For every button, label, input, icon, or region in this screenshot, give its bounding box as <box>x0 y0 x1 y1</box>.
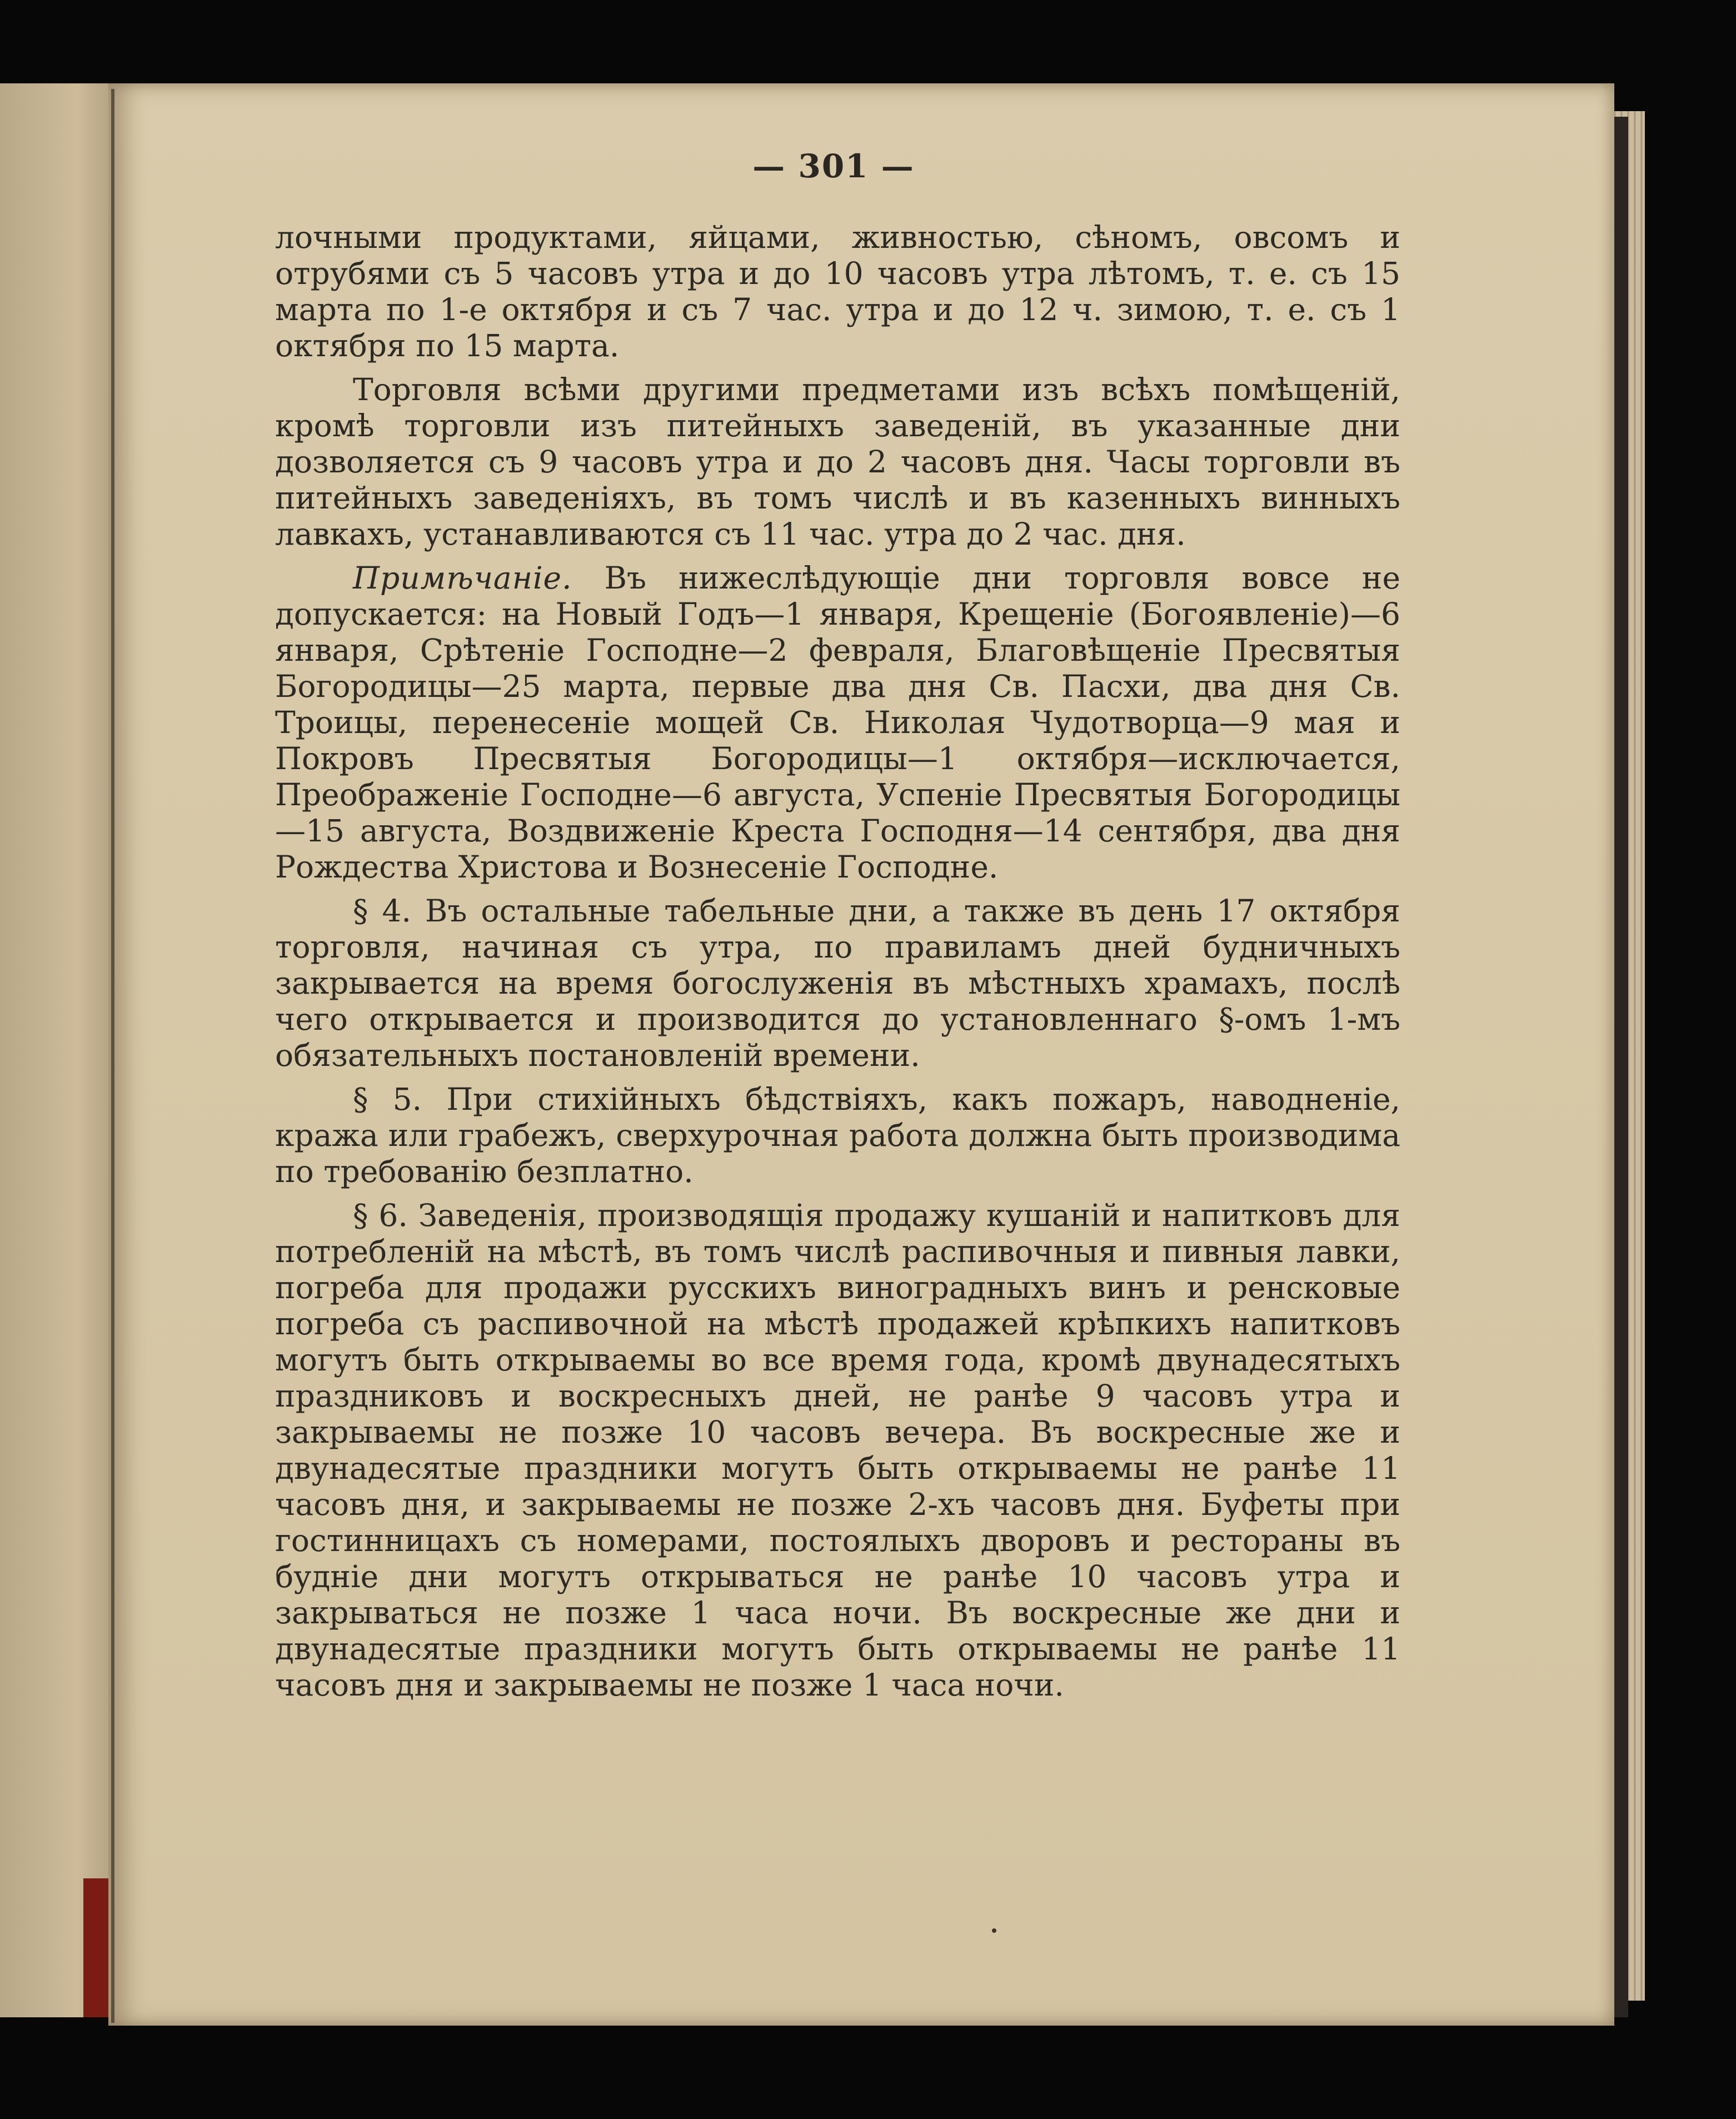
page-number: — 301 — <box>752 147 915 185</box>
book-cover-right <box>1614 117 1628 2017</box>
paragraph-note <box>275 560 1400 885</box>
note-label: Примѣчаніе. <box>353 560 572 596</box>
paragraph-section-5: § 5. При стихійныхъ бѣдствіяхъ, какъ пожаръ, наводненіе, кража или грабежъ, сверхурочная работа должна быть производима по требованію безплатно. <box>275 1081 1400 1189</box>
paper-speck <box>992 1928 996 1933</box>
paragraph-trade-hours: Торговля всѣми другими предметами изъ всѣхъ помѣщеній, кромѣ торговли изъ питейныхъ заведеній, въ указанные дни дозволяется съ 9 часовъ утра и до 2 часовъ дня. Часы торговли въ питейныхъ заведеніяхъ, въ томъ числѣ и въ казенныхъ винныхъ лавкахъ, устанавливаются съ 11 час. утра до 2 час. дня. <box>275 372 1400 552</box>
paragraph-section-6: § 6. Заведенія, производящія продажу кушаній и напитковъ для потребленій на мѣстѣ, въ томъ числѣ распивочныя и пивныя лавки, погреба для продажи русскихъ виноградныхъ винъ и ренсковые погреба съ распивочной на мѣстѣ продажей крѣпкихъ напитковъ могутъ быть открываемы во все время года, кромѣ двунадесятыхъ праздниковъ и воскресныхъ дней, не ранѣе 9 часовъ утра и закрываемы не позже 10 часовъ вечера. Въ воскресные же и двунадесятые праздники могутъ быть открываемы не ранѣе 11 часовъ дня, и закрываемы не позже 2-хъ часовъ дня. Буфеты при гостинницахъ съ номерами, постоялыхъ дворовъ и рестораны въ будніе дни могутъ открываться не ранѣе 10 часовъ утра и закрываться не позже 1 часа ночи. Въ воскресные же дни и двунадесятые праздники могутъ быть открываемы не ранѣе 11 часовъ дня и закрываемы не позже 1 часа ночи. <box>275 1198 1400 1703</box>
note-text: Въ нижеслѣдующіе дни торговля вовсе не допускается: на Новый Годъ—1 января, Крещеніе (Богоявленіе)—6 января, Срѣтеніе Господне—2 февраля, Благовѣщеніе Пресвятыя Богородицы—25 марта, первые два дня Св. Пасхи, два дня Св. Троицы, перенесеніе мощей Св. Николая Чудотворца—9 мая и Покровъ Пресвятыя Богородицы—1 октября—исключается, Преображеніе Господне—6 августа, Успеніе Пресвятыя Богородицы—15 августа, Воздвиженіе Креста Господня—14 сентября, два дня Рождества Христова и Вознесеніе Господне. <box>275 560 1400 885</box>
paragraph-section-4: § 4. Въ остальные табельные дни, а также въ день 17 октября торговля, начиная съ утра, по правиламъ дней будничныхъ закрывается на время богослуженія въ мѣстныхъ храмахъ, послѣ чего открывается и производится до установленнаго §-омъ 1-мъ обязательныхъ постановленій времени. <box>275 893 1400 1073</box>
page-gutter <box>111 89 114 2023</box>
paragraph-continuation: лочными продуктами, яйцами, живностью, сѣномъ, овсомъ и отрубями съ 5 часовъ утра и до 10 часовъ утра лѣтомъ, т. е. съ 15 марта по 1-е октября и съ 7 час. утра и до 12 ч. зимою, т. е. съ 1 октября по 15 марта. <box>275 220 1400 363</box>
page-text <box>275 220 1400 1711</box>
